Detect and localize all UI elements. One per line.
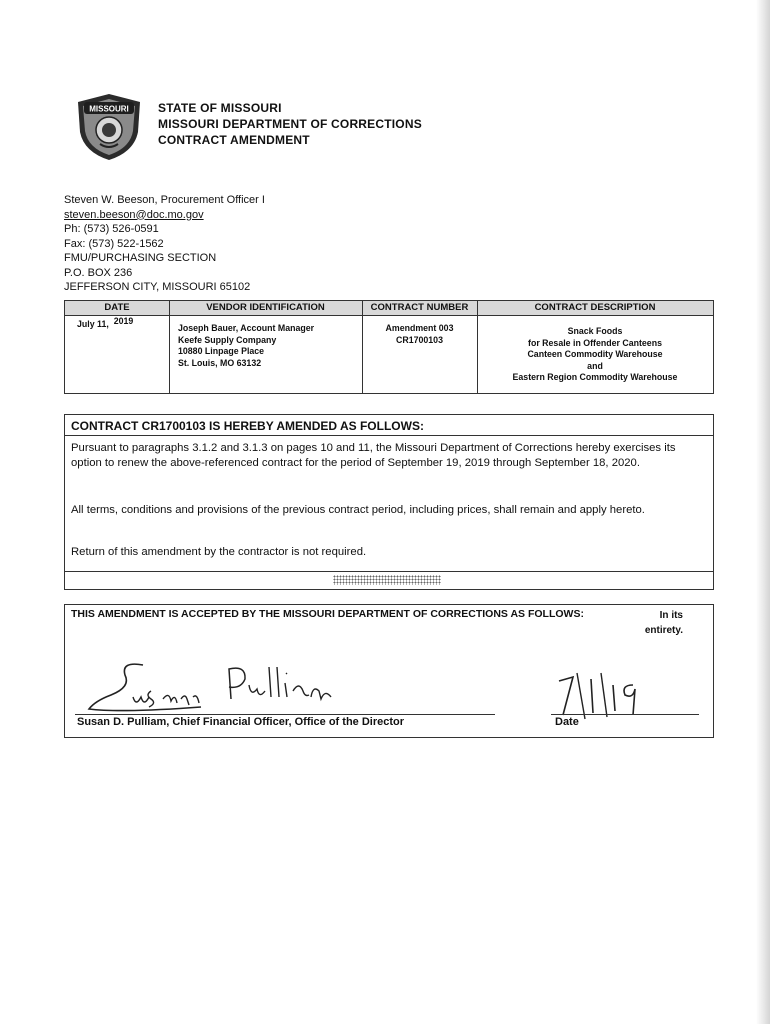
contact-city: JEFFERSON CITY, MISSOURI 65102 [64, 281, 251, 293]
signature-line [75, 714, 495, 715]
header-date: DATE [65, 301, 169, 316]
description-line: and [587, 360, 603, 371]
cell-vendor [178, 323, 314, 369]
header-contract-number: CONTRACT NUMBER [362, 301, 477, 316]
acceptance-scope: In its entirety. [644, 610, 683, 636]
header-doc-type: CONTRACT AMENDMENT [158, 133, 310, 147]
divider [65, 571, 713, 572]
description-line: Eastern Region Commodity Warehouse [512, 372, 678, 382]
vendor-line: St. Louis, MO 63132 [178, 357, 262, 368]
scan-edge [756, 0, 770, 1024]
acceptance-box [64, 604, 714, 738]
amendment-paragraph-1: Pursuant to paragraphs 3.1.2 and 3.1.3 on pages 10 and 11, the Missouri Department of Corrections hereby exercises its option to renew the above-referenced contract for the period of September 19, 2019 through September 18, 2020. [71, 442, 676, 469]
contact-name: Steven W. Beeson, Procurement Officer I [64, 194, 265, 206]
contact-section: FMU/PURCHASING SECTION [64, 252, 217, 264]
contract-number-line: CR1700103 [396, 334, 443, 345]
date-label: Date [555, 716, 579, 728]
description-line: for Resale in Offender Canteens [528, 337, 662, 348]
amendment-box [64, 414, 714, 590]
amendment-paragraph-3: Return of this amendment by the contractor is not required. [71, 546, 367, 558]
amendment-title: CONTRACT CR1700103 IS HEREBY AMENDED AS FOLLOWS: [71, 419, 424, 433]
header-description: CONTRACT DESCRIPTION [477, 301, 713, 316]
header-vendor: VENDOR IDENTIFICATION [169, 301, 362, 316]
department-seal [74, 92, 144, 162]
seal-text: MISSOURI [89, 104, 129, 114]
vendor-line: 10880 Linpage Place [178, 346, 265, 356]
dotted-mark [333, 575, 441, 585]
contact-phone: Ph: (573) 526-0591 [64, 223, 159, 235]
contact-block [64, 193, 265, 295]
column-divider [169, 301, 170, 393]
header-department: MISSOURI DEPARTMENT OF CORRECTIONS [158, 117, 422, 131]
vendor-line: Joseph Bauer, Account Manager [178, 323, 315, 333]
vendor-line: Keefe Supply Company [178, 334, 277, 345]
contract-number-line: Amendment 003 [385, 323, 454, 333]
year-value: 2019 [113, 316, 134, 326]
divider [65, 435, 713, 436]
column-divider [362, 301, 363, 393]
signature [81, 661, 361, 721]
contact-po-box: P.O. BOX 236 [64, 266, 133, 279]
contact-fax: Fax: (573) 522-1562 [64, 237, 164, 250]
acceptance-title: THIS AMENDMENT IS ACCEPTED BY THE MISSOURI DEPARTMENT OF CORRECTIONS AS FOLLOWS: [71, 608, 584, 620]
contact-email[interactable]: steven.beeson@doc.mo.gov [64, 208, 204, 221]
date-value: July 11, [77, 319, 109, 329]
signer-name: Susan D. Pulliam, Chief Financial Officer, Office of the Director [77, 716, 405, 728]
cell-contract-number [362, 323, 477, 346]
amendment-paragraph-2: All terms, conditions and provisions of the previous contract period, including prices, shall remain and apply hereto. [71, 504, 645, 516]
cell-description [477, 326, 713, 384]
cell-date [77, 316, 134, 331]
document-header [158, 100, 422, 148]
header-state: STATE OF MISSOURI [158, 101, 282, 115]
contract-info-table [64, 300, 714, 394]
description-line: Snack Foods [567, 326, 623, 336]
date-line [551, 714, 699, 715]
description-line: Canteen Commodity Warehouse [527, 349, 663, 359]
